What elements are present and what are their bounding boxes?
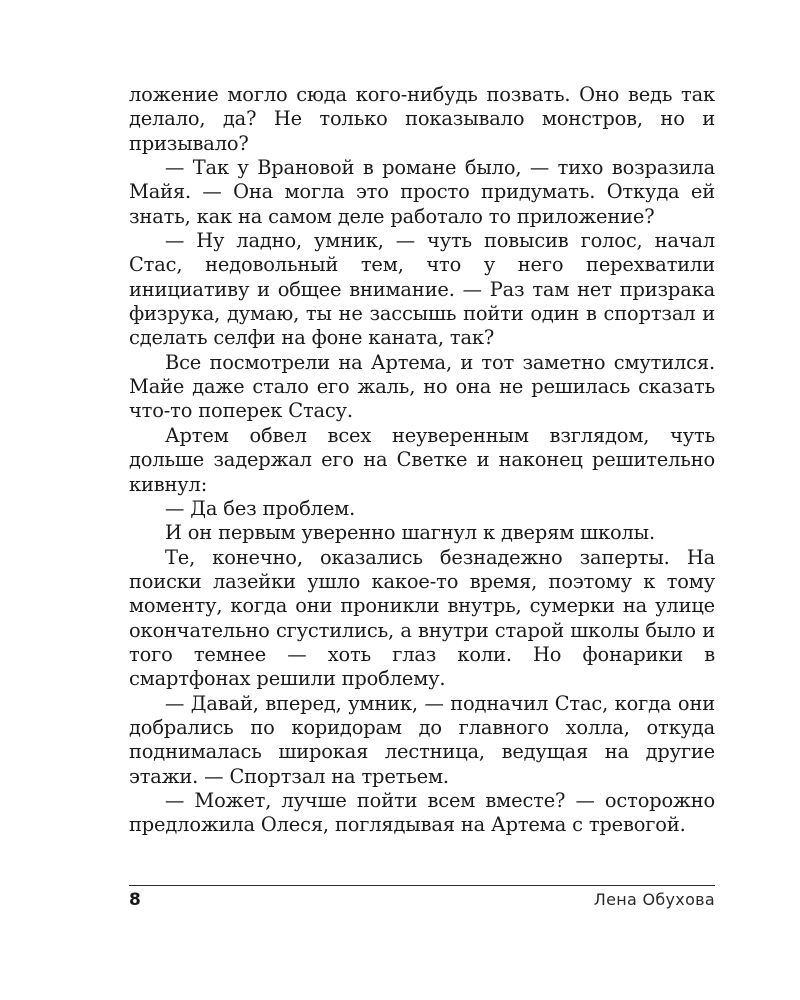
- paragraph: — Ну ладно, умник, — чуть повысив голос, начал Стас, недовольный тем, что у него перехватили инициативу и общее внимание. — Раз там нет призрака физрука, думаю, ты не зассышь пойти один в спортзал и сделать селфи на фоне каната, так?: [129, 229, 715, 350]
- paragraph: И он первым уверенно шагнул к дверям школы.: [165, 521, 655, 545]
- running-footer-author: Лена Обухова: [593, 890, 715, 909]
- paragraph: — Может, лучше пойти всем вместе? — осторожно предложила Олеся, поглядывая на Артема с тревогой.: [129, 788, 715, 837]
- footer-divider: [129, 885, 715, 886]
- body-text: [129, 83, 715, 838]
- paragraph: Все посмотрели на Артема, и тот заметно смутился. Майе даже стало его жаль, но она не решилась сказать что-то поперек Стасу.: [129, 350, 715, 423]
- page-number: 8: [129, 890, 141, 910]
- paragraph: — Так у Врановой в романе было, — тихо возразила Майя. — Она могла это просто придумать. Откуда ей знать, как на самом деле работало то приложение?: [129, 156, 715, 228]
- paragraph: — Давай, вперед, умник, — подначил Стас, когда они добрались по коридорам до главного холла, откуда поднималась широкая лестница, ведущая на другие этажи. — Спортзал на третьем.: [129, 691, 715, 788]
- paragraph-continuation: ложение могло сюда кого-нибудь позвать. Оно ведь так делало, да? Не только показывало монстров, но и призывало?: [129, 83, 715, 155]
- paragraph: — Да без проблем.: [165, 496, 356, 520]
- paragraph: Артем обвел всех неуверенным взглядом, чуть дольше задержал его на Светке и наконец решительно кивнул:: [129, 423, 715, 496]
- paragraph: Те, конечно, оказались безнадежно заперты. На поиски лазейки ушло какое-то время, поэтому к тому моменту, когда они проникли внутрь, сумерки на улице окончательно сгустились, а внутри старой школы было и того темнее — хоть глаз коли. Но фонарики в смартфонах решили проблему.: [129, 545, 715, 691]
